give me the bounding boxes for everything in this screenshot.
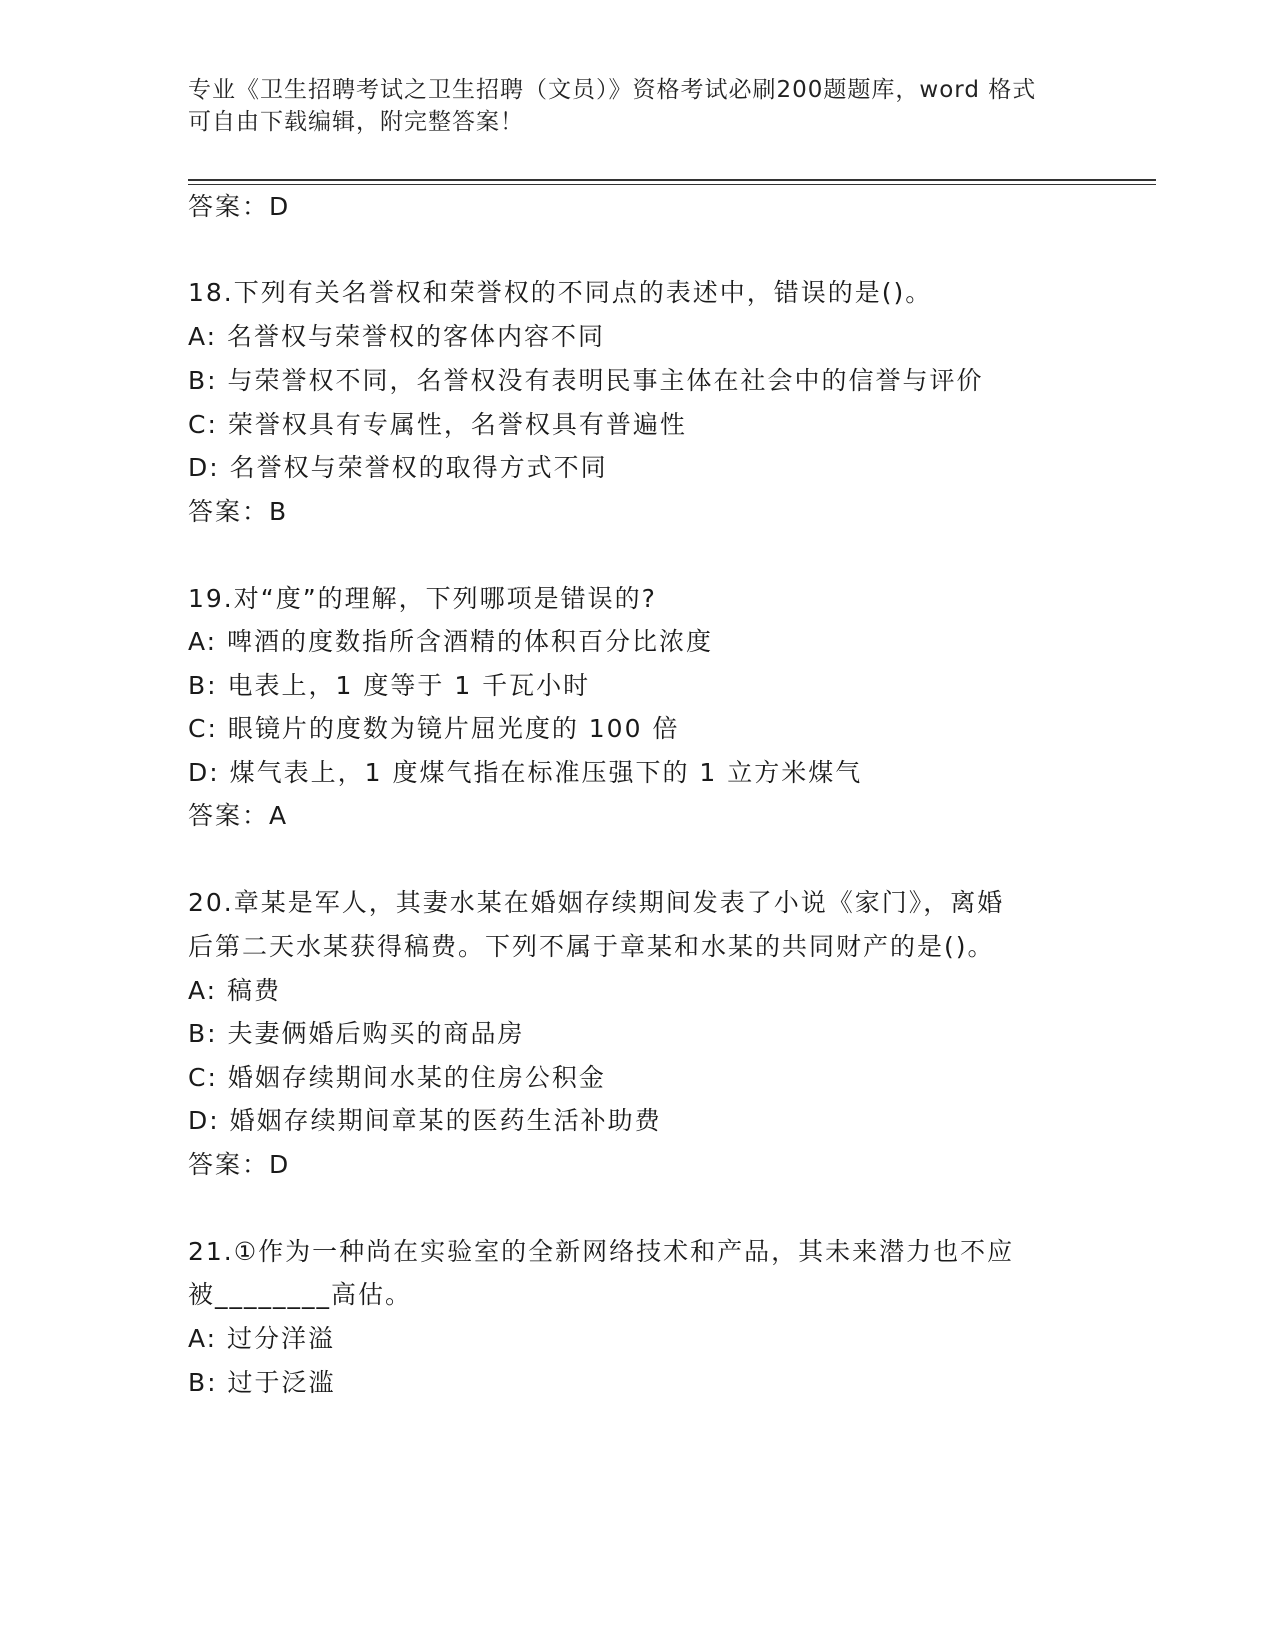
question-21-stem-line-2: 被________高估。 bbox=[188, 1280, 413, 1309]
question-18-option-b: B: 与荣誉权不同，名誉权没有表明民事主体在社会中的信誉与评价 bbox=[188, 366, 984, 395]
question-20-stem-line-1: 20.章某是军人，其妻水某在婚姻存续期间发表了小说《家门》，离婚 bbox=[188, 888, 1005, 917]
question-18-answer: 答案：B bbox=[188, 497, 289, 526]
question-20-stem-line-2: 后第二天水某获得稿费。下列不属于章某和水某的共同财产的是()。 bbox=[188, 932, 995, 961]
question-20-option-a: A: 稿费 bbox=[188, 976, 282, 1005]
question-18-stem: 18.下列有关名誉权和荣誉权的不同点的表述中，错误的是()。 bbox=[188, 278, 933, 307]
question-20-option-c: C: 婚姻存续期间水某的住房公积金 bbox=[188, 1063, 606, 1092]
question-19-option-d: D: 煤气表上，1 度煤气指在标准压强下的 1 立方米煤气 bbox=[188, 758, 863, 787]
question-20-option-d: D: 婚姻存续期间章某的医药生活补助费 bbox=[188, 1106, 662, 1135]
header-divider-thick bbox=[188, 179, 1156, 181]
question-20-option-b: B: 夫妻俩婚后购买的商品房 bbox=[188, 1019, 525, 1048]
question-18-option-d: D: 名誉权与荣誉权的取得方式不同 bbox=[188, 453, 608, 482]
document-header bbox=[188, 74, 1088, 138]
question-21-option-a: A: 过分洋溢 bbox=[188, 1324, 336, 1353]
question-19-option-a: A: 啤酒的度数指所含酒精的体积百分比浓度 bbox=[188, 627, 714, 656]
header-line-1: 专业《卫生招聘考试之卫生招聘（文员）》资格考试必刷200题题库，word 格式 bbox=[188, 77, 1037, 103]
question-19-stem: 19.对“度”的理解，下列哪项是错误的? bbox=[188, 584, 657, 613]
header-line-2: 可自由下载编辑，附完整答案！ bbox=[188, 109, 524, 135]
question-20-answer: 答案：D bbox=[188, 1150, 291, 1179]
question-19-option-c: C: 眼镜片的度数为镜片屈光度的 100 倍 bbox=[188, 714, 680, 743]
header-divider-thin bbox=[188, 184, 1156, 185]
previous-answer: 答案：D bbox=[188, 192, 291, 221]
question-19-answer: 答案：A bbox=[188, 801, 289, 830]
question-18-option-a: A: 名誉权与荣誉权的客体内容不同 bbox=[188, 322, 606, 351]
question-19-option-b: B: 电表上，1 度等于 1 千瓦小时 bbox=[188, 671, 591, 700]
question-18-option-c: C: 荣誉权具有专属性，名誉权具有普遍性 bbox=[188, 410, 687, 439]
question-21-stem-line-1: 21.①作为一种尚在实验室的全新网络技术和产品，其未来潜力也不应 bbox=[188, 1237, 1015, 1266]
question-21-option-b: B: 过于泛滥 bbox=[188, 1368, 336, 1397]
